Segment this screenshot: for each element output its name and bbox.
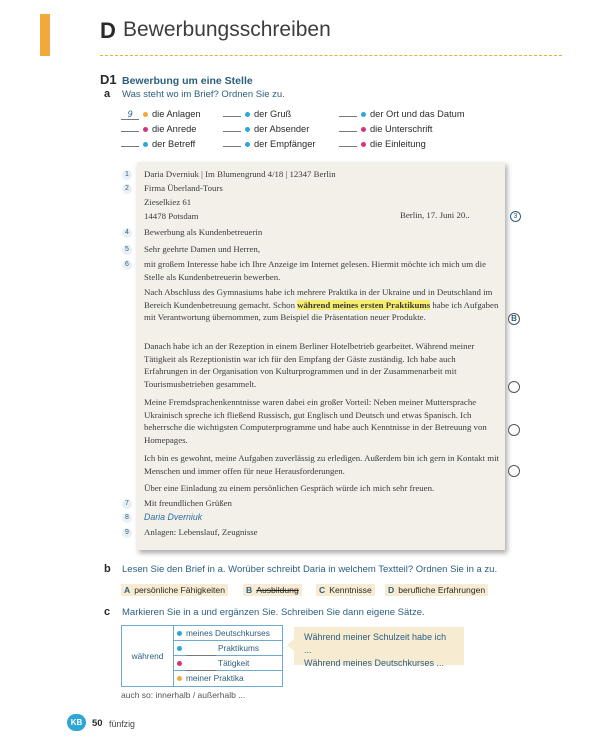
answer-blank[interactable]: [121, 131, 139, 132]
part-number: 2: [122, 184, 132, 194]
task-c-letter: c: [104, 606, 111, 618]
example-sentence: Während meiner Schulzeit habe ich ...: [304, 632, 447, 655]
section-title: Bewerbung um eine Stelle: [122, 75, 253, 87]
answer-blank[interactable]: [339, 146, 357, 147]
answer-blank[interactable]: 9: [121, 110, 139, 120]
option-item[interactable]: der Ort und das Datum: [339, 109, 465, 119]
category-tag[interactable]: B Ausbildung: [243, 584, 302, 596]
part-number: 7: [122, 499, 132, 509]
example-note: [294, 627, 464, 668]
blue-dot-icon: [177, 631, 182, 636]
blue-dot-icon: [361, 112, 366, 117]
letter-sender: Daria Dverniuk | Im Blumengrund 4/18 | 12347 Berlin: [144, 169, 336, 179]
example-sentence: Während meines Deutschkurses ...: [304, 658, 445, 668]
option-item[interactable]: die Einleitung: [339, 139, 426, 149]
letter-closing: Mit freundlichen Grüßen: [144, 498, 232, 508]
page-number-word: fünfzig: [109, 719, 135, 729]
letter-paragraph-education: Nach Abschluss des Gymnasiums habe ich mehrere Praktika in der Ukraine und in Deutschland im Bereich Kundenbetreuung gemacht. Schon während meines ersten Praktikums habe ich Aufgaben mit Verantwortung übernommen, zum Beispiel die Präsentation neuer Produkte.: [144, 287, 499, 322]
orange-dot-icon: [177, 676, 182, 681]
orange-dot-icon: [143, 112, 148, 117]
part-number: 8: [122, 513, 132, 523]
table-head-word: während: [122, 626, 174, 686]
fill-blank[interactable]: [186, 662, 216, 671]
part-number: 5: [122, 245, 132, 255]
letter-recipient-street: Zieselkiez 61: [144, 197, 192, 207]
pink-dot-icon: [177, 661, 182, 666]
letter-signature: Daria Dverniuk: [144, 512, 203, 522]
part-number: 4: [122, 228, 132, 238]
part-number: 1: [122, 170, 132, 180]
pink-dot-icon: [361, 127, 366, 132]
letter-date: Berlin, 17. Juni 20..: [400, 210, 470, 220]
page-number: 50: [92, 718, 103, 729]
answer-circle[interactable]: B: [508, 313, 520, 325]
category-tag[interactable]: C Kenntnisse: [316, 584, 375, 596]
task-b-letter: b: [104, 563, 111, 575]
letter-paragraph-closing: Über eine Einladung zu einem persönlichen Gespräch würde ich mich sehr freuen.: [144, 483, 435, 493]
chapter-letter: D: [100, 18, 116, 43]
pink-dot-icon: [361, 142, 366, 147]
chapter-title: Bewerbungsschreiben: [123, 18, 331, 41]
answer-blank[interactable]: [339, 116, 357, 117]
part-number: 9: [122, 528, 132, 538]
answer-blank[interactable]: [223, 146, 241, 147]
blue-dot-icon: [245, 127, 250, 132]
table-row[interactable]: Tätigkeit: [174, 656, 282, 671]
table-row[interactable]: meines Deutschkurses: [174, 626, 282, 641]
option-item[interactable]: die Anrede: [121, 124, 196, 134]
answer-blank[interactable]: [223, 116, 241, 117]
table-row[interactable]: meiner Praktika: [174, 671, 282, 686]
option-item[interactable]: die Unterschrift: [339, 124, 433, 134]
header-divider: [100, 55, 562, 56]
highlighted-phrase: während meines ersten Praktikums: [297, 299, 431, 310]
category-tag[interactable]: D berufliche Erfahrungen: [385, 584, 488, 596]
part-number-marker: 3: [510, 211, 521, 222]
option-item[interactable]: der Gruß: [223, 109, 291, 119]
fill-blank[interactable]: [186, 647, 216, 656]
letter-attachments: Anlagen: Lebenslauf, Zeugnisse: [144, 527, 258, 537]
letter-recipient-name: Firma Überland-Tours: [144, 183, 223, 193]
letter-paragraph-skills: Ich bin es gewohnt, meine Aufgaben zuverlässig zu erledigen. Außerdem bin ich gern in Kontakt mit Menschen und immer offen für neue Herausforderungen.: [144, 453, 499, 476]
option-item[interactable]: 9 die Anlagen: [121, 109, 201, 120]
task-c-instruction: Markieren Sie in a und ergänzen Sie. Schreiben Sie dann eigene Sätze.: [122, 607, 425, 618]
letter-paragraph-experience: Danach habe ich an der Rezeption in einem Berliner Hotelbetrieb gearbeitet. Während meiner Tätigkeit als Rezeptionistin war ich für den Empfang der Gäste zuständig. Ich habe auch Erfahrungen in der Organisation von Kulturprogrammen und in der Zusammenarbeit mit Tourismusbetrieben gesammelt.: [144, 341, 475, 389]
table-row[interactable]: Praktikums: [174, 641, 282, 656]
part-number: 6: [122, 260, 132, 270]
grammar-table: [121, 625, 283, 687]
answer-circle[interactable]: [508, 465, 520, 477]
task-a-letter: a: [104, 88, 111, 100]
option-item[interactable]: der Absender: [223, 124, 309, 134]
answer-blank[interactable]: [223, 131, 241, 132]
answer-circle[interactable]: [508, 424, 520, 436]
chapter-color-bar: [40, 14, 50, 56]
section-number: D1: [100, 72, 117, 87]
letter-salutation: Sehr geehrte Damen und Herren,: [144, 244, 261, 254]
task-a-instruction: Was steht wo im Brief? Ordnen Sie zu.: [122, 89, 285, 100]
task-b-instruction: Lesen Sie den Brief in a. Worüber schreibt Daria in welchem Textteil? Ordnen Sie in a zu.: [122, 564, 498, 575]
option-item[interactable]: der Empfänger: [223, 139, 316, 149]
answer-blank[interactable]: [121, 146, 139, 147]
letter-subject: Bewerbung als Kundenbetreuerin: [144, 227, 263, 237]
answer-blank[interactable]: [339, 131, 357, 132]
blue-dot-icon: [245, 142, 250, 147]
blue-dot-icon: [245, 112, 250, 117]
kb-badge: KB: [67, 714, 86, 731]
category-tag[interactable]: A persönliche Fähigkeiten: [121, 584, 228, 596]
option-item[interactable]: der Betreff: [121, 139, 195, 149]
blue-dot-icon: [143, 142, 148, 147]
letter-paragraph-intro: mit großem Interesse habe ich Ihre Anzeige im Internet gelesen. Hiermit möchte ich mich um die Stelle als Kundenbetreuerin bewerben.: [144, 259, 486, 282]
blue-dot-icon: [177, 646, 182, 651]
letter-recipient-city: 14478 Potsdam: [144, 211, 199, 221]
letter-paragraph-knowledge: Meine Fremdsprachenkenntnisse waren dabei ein großer Vorteil: Neben meiner Muttersprache Ukrainisch spreche ich fließend Russisch, gut Englisch und Deutsch und etwas Spanisch. Ich beherrsche die wichtigsten Computerprogramme und habe auch Kenntnisse in der Betreuung von Homepages.: [144, 397, 487, 445]
also-hint: auch so: innerhalb / außerhalb ...: [121, 690, 246, 700]
pink-dot-icon: [143, 127, 148, 132]
answer-circle[interactable]: [508, 381, 520, 393]
